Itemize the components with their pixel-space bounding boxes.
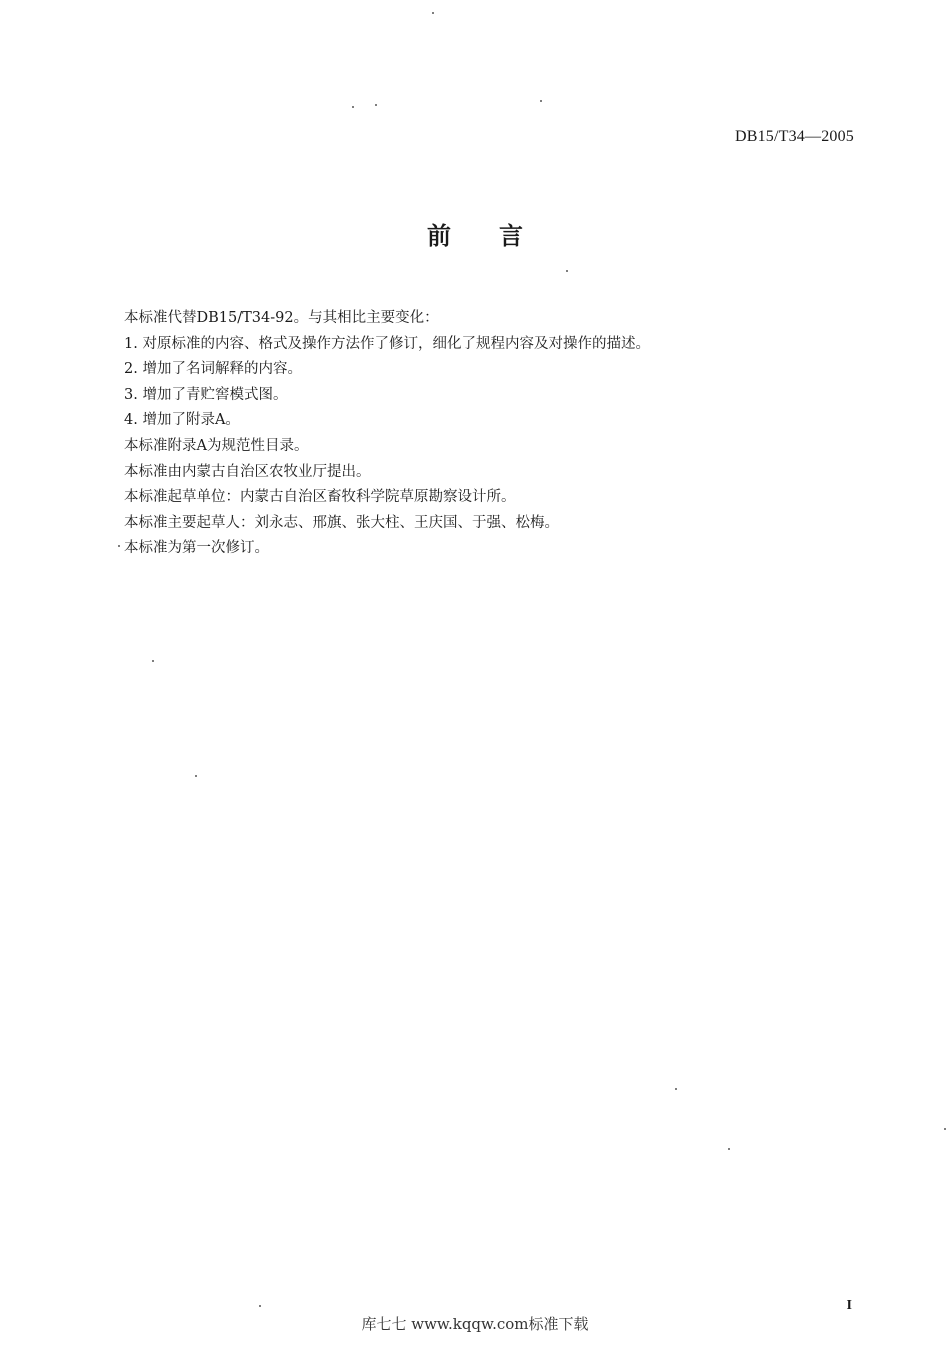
scan-speck — [118, 545, 120, 547]
scan-speck — [944, 1128, 946, 1130]
body-line: 本标准由内蒙古自治区农牧业厅提出。 — [124, 463, 371, 480]
body-line: 本标准为第一次修订。 — [124, 540, 269, 557]
body-line: 本标准主要起草人：刘永志、邢旗、张大柱、王庆国、于强、松梅。 — [124, 514, 559, 531]
body-line: 3. 增加了青贮窖模式图。 — [124, 386, 288, 403]
document-code: DB15/T34—2005 — [734, 128, 854, 145]
page-number: I — [846, 1298, 852, 1313]
scan-speck — [352, 106, 354, 108]
scan-speck — [259, 1305, 261, 1307]
scan-speck — [566, 270, 568, 272]
body-line: 本标准起草单位：内蒙古自治区畜牧科学院草原勘察设计所。 — [124, 489, 516, 506]
page-title: 前言 — [427, 222, 571, 250]
body-line: 本标准代替DB15/T34-92。与其相比主要变化： — [124, 310, 439, 326]
scan-speck — [152, 660, 154, 662]
scan-speck — [432, 12, 434, 14]
body-line: 4. 增加了附录A。 — [124, 412, 240, 429]
body-line: 1. 对原标准的内容、格式及操作方法作了修订，细化了规程内容及对操作的描述。 — [124, 335, 650, 352]
scan-speck — [195, 775, 197, 777]
scan-speck — [728, 1148, 730, 1150]
scan-speck — [540, 100, 542, 102]
scan-speck — [675, 1088, 677, 1090]
scan-speck — [375, 104, 377, 106]
body-line: 本标准附录A为规范性目录。 — [124, 437, 309, 454]
body-text — [124, 306, 864, 562]
body-line: 2. 增加了名词解释的内容。 — [124, 361, 302, 378]
footer-watermark-text: 库七七 www.kqqw.com标准下载 — [361, 1315, 589, 1333]
